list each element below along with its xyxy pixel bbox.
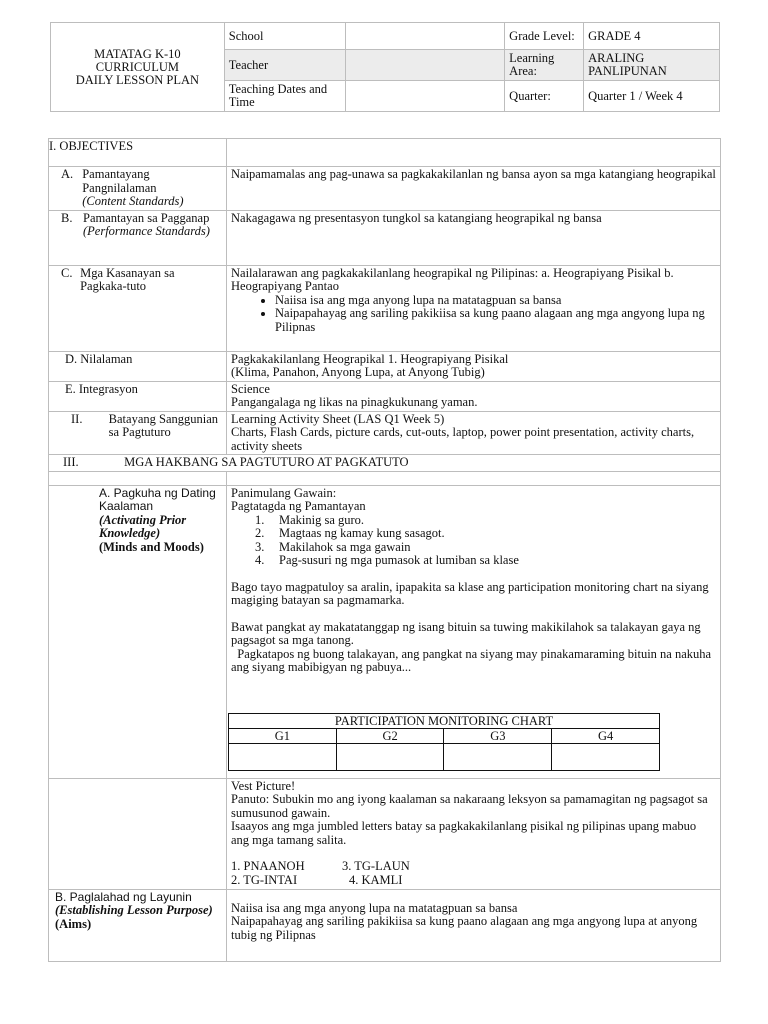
section-number: II. [71,411,83,426]
procedure-heading [49,455,721,472]
quarter-label: Quarter: [505,81,584,112]
lesson-plan-table [48,138,721,962]
item-number: B. [61,210,73,225]
chart-cell [336,743,444,770]
intro-line: Panimulang Gawain: [231,485,337,500]
integration-line: Pangangalaga ng likas na pinagkukunang yaman. [231,395,478,409]
content-line: (Klima, Panahon, Anyong Lupa, at Anyong Tubig) [231,365,485,379]
jumbled-word: 1. PNAANOH [231,859,305,873]
learning-competencies-text [227,265,721,351]
jumbled-word: 4. KAMLI [349,872,403,887]
list-number: 1. [255,512,265,527]
jumbled-words-row [231,874,716,888]
integration-text [227,381,721,411]
step-sublabel-italic: (Establishing Lesson Purpose) [55,903,213,917]
paragraph: Bago tayo magpatuloy sa aralin, ipapakita sa klase ang participation monitoring chart na siyang magiging batayan sa pagmamarka. [231,579,709,607]
list-item [231,514,716,528]
item-sublabel: (Content Standards) [82,194,184,208]
integration-line: Science [231,381,270,396]
list-item [231,554,716,568]
dates-value [345,81,505,112]
rules-list [231,514,716,568]
dlp-title [51,23,225,112]
title-line: CURRICULUM [95,59,180,74]
school-label: School [224,23,345,50]
paragraph: Pagkatapos ng buong talakayan, ang pangkat na siyang may pinakamaraming bituin na nakuha ang siyang mabibigyan ng pabuya... [231,646,715,674]
jumbled-word: 2. TG-INTAI [231,872,298,887]
chart-column-header: G3 [444,728,552,743]
content-standards-text: Naipamamalas ang pag-unawa sa pagkakakilanlan ng bansa ayon sa mga katangiang heograpikal [227,167,721,211]
section-label: MGA HAKBANG SA PAGTUTURO AT PAGKATUTO [124,455,409,469]
item-number: C. [61,265,73,280]
purpose-line: Naipapahayag ang sariling pakikiisa sa kung paano alagaan ang mga angyong lupa at anyong tubig ng Pilipnas [231,914,698,942]
grade-value: GRADE 4 [584,23,720,50]
vest-label-blank [49,778,227,889]
list-number: 3. [255,539,265,554]
teacher-value [345,50,505,81]
list-number: 4. [255,553,265,567]
item-sublabel: (Performance Standards) [83,224,210,238]
objectives-heading-blank [227,139,721,167]
list-item [231,527,716,541]
item-label: Mga Kasanayan sa Pagkaka-tuto [80,265,175,293]
resources-label [49,411,227,455]
performance-standards-label [49,210,227,265]
rule-text: Magtaas ng kamay kung sasagot. [279,526,445,540]
dates-label: Teaching Dates and Time [224,81,345,112]
grade-label: Grade Level: [505,23,584,50]
area-label: Learning Area: [505,50,584,81]
content-label: D. Nilalaman [49,351,227,381]
chart-title: PARTICIPATION MONITORING CHART [229,713,660,728]
spacer-cell [227,471,721,485]
activity-title: Vest Picture! [231,778,296,793]
content-line: Pagkakakilanlang Heograpikal 1. Heograpiyang Pisikal [231,351,509,366]
list-item: • Naipapahayag ang sariling pakikiisa sa kung paano alagaan ang mga angyong lupa ng Pilipnas [275,307,716,334]
step-label: B. Paglalahad ng Layunin [55,889,192,904]
step-sublabel: (Minds and Moods) [99,539,204,554]
paragraph: Bawat pangkat ay makatatanggap ng isang bituin sa tuwing makikilahok sa talakayan gaya ng pagsagot sa mga tanong. [231,619,701,647]
chart-cell [229,743,337,770]
rule-text: Pag-susuri ng mga pumasok at lumiban sa klase [279,553,519,567]
objectives-heading: I. OBJECTIVES [49,139,227,167]
jumbled-words-row [231,860,716,874]
resources-line: Charts, Flash Cards, picture cards, cut-outs, laptop, power point presentation, activity charts, activity sheets [231,425,695,453]
section-label: Batayang Sanggunian sa Pagtuturo [108,411,219,439]
list-item [231,541,716,555]
resources-text [227,411,721,455]
list-item: • Naiisa isa ang mga anyong lupa na matatagpuan sa bansa [275,294,716,308]
title-line: DAILY LESSON PLAN [75,72,200,87]
chart-column-header: G1 [229,728,337,743]
purpose-line: Naiisa isa ang mga anyong lupa na matatagpuan sa bansa [231,900,518,915]
chart-column-header: G2 [336,728,444,743]
competency-list [231,294,716,335]
intro-line: Pagtatagda ng Pamantayan [231,499,366,513]
header-table [50,22,720,112]
instruction: Panuto: Subukin mo ang iyong kaalaman sa nakaraang leksyon sa pamamagitan ng pagsagot sa sumusunod gawain. [231,792,708,820]
performance-standards-text: Nakagagawa ng presentasyon tungkol sa katangiang heograpikal ng bansa [227,210,721,265]
integration-label: E. Integrasyon [49,381,227,411]
lesson-purpose-label [49,889,227,962]
item-label: Pamantayan sa Pagganap [83,210,210,225]
rule-text: Makinig sa guro. [279,512,365,527]
content-standards-label [49,167,227,211]
rule-text: Makilahok sa mga gawain [279,539,411,554]
lesson-purpose-content [227,889,721,962]
jumbled-word: 3. TG-LAUN [342,859,410,873]
resources-line: Learning Activity Sheet (LAS Q1 Week 5) [231,411,445,426]
activating-prior-knowledge-label [49,485,227,778]
item-label: Pamantayang Pangnilalaman [82,167,157,195]
vest-picture-content [227,778,721,889]
area-value: ARALING PANLIPUNAN [584,50,720,81]
learning-competencies-label [49,265,227,351]
teacher-label: Teacher [224,50,345,81]
activating-prior-knowledge-content [227,485,721,778]
chart-cell [444,743,552,770]
step-sublabel-bold: (Aims) [55,916,92,931]
item-number: A. [61,167,74,181]
competency-intro: Nailalarawan ang pagkakakilanlang heograpikal ng Pilipinas: a. Heograpiyang Pisikal b. Heograpiyang Pantao [231,265,674,293]
school-value [345,23,505,50]
step-sublabel [55,904,222,931]
step-sublabel: (Activating Prior Knowledge) [99,512,187,540]
content-text [227,351,721,381]
list-number: 2. [255,526,265,540]
spacer-cell [49,471,227,485]
participation-monitoring-chart [228,713,660,771]
chart-cell [552,743,660,770]
section-number: III. [63,455,79,469]
title-line: MATATAG K-10 [94,46,181,61]
chart-column-header: G4 [552,728,660,743]
instruction: Isaayos ang mga jumbled letters batay sa pagkakakilanlang pisikal ng pilipinas upang mabuo ang mga tamang salita. [231,819,697,847]
quarter-value: Quarter 1 / Week 4 [584,81,720,112]
step-label: A. Pagkuha ng Dating Kaalaman [99,485,216,513]
